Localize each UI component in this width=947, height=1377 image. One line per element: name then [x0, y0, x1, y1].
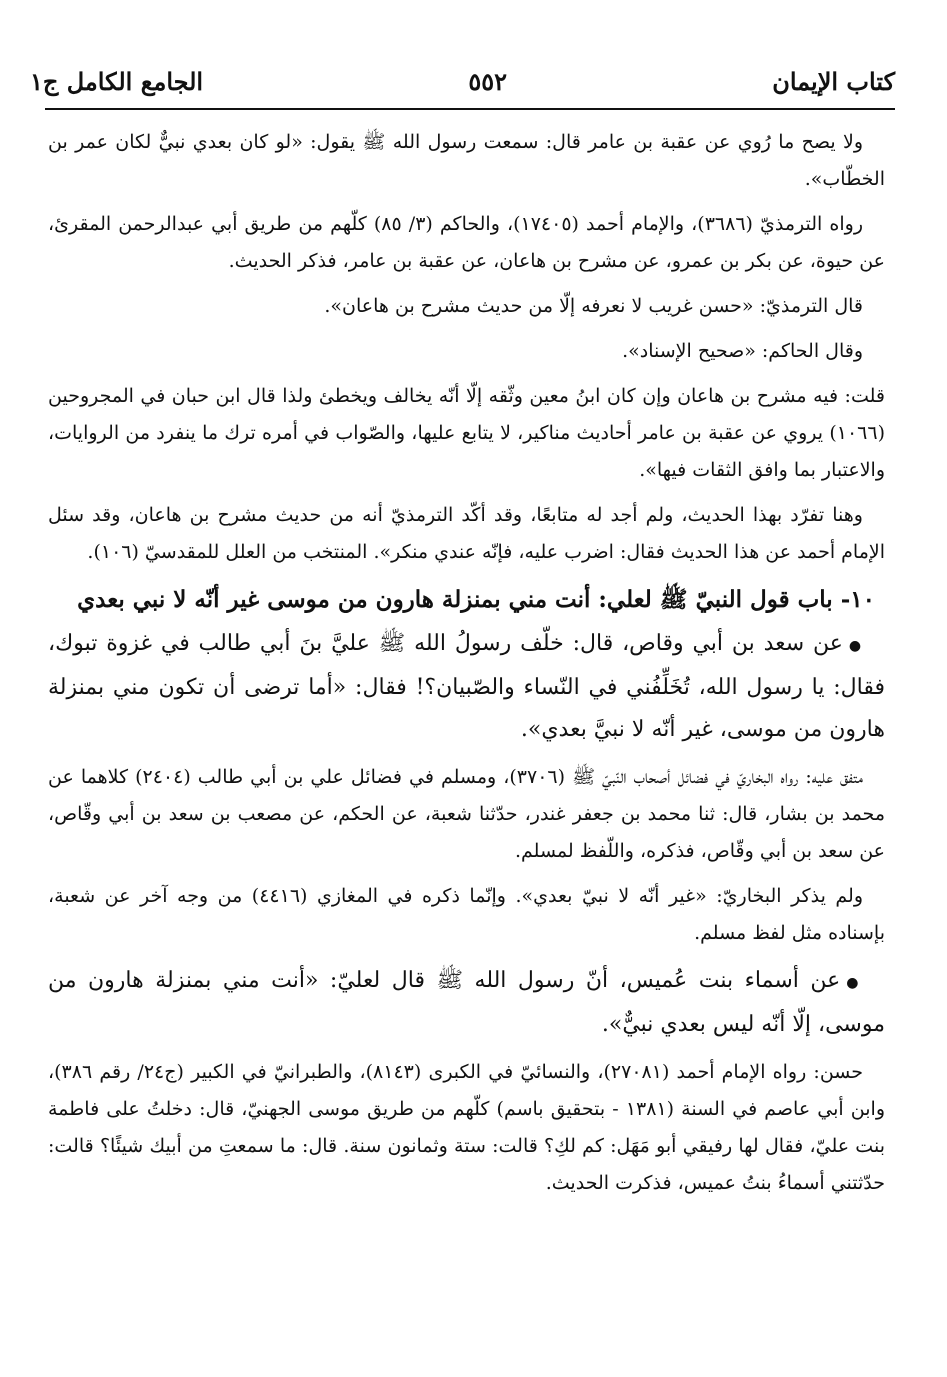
paragraph: حسن: رواه الإمام أحمد (٢٧٠٨١)، والنسائيّ في الكبرى (٨١٤٣)، والطبرانيّ في الكبير (ج٢٤/ رقم ٣٨٦)، وابن أبي عاصم في السنة (١٣٨١ - بتحقيق باسم) كلّهم من طريق موسى الجهنيّ، قال: دخلتُ على فاطمة بنت عليّ، فقال لها رفيقي أبو مَهَل: كم لكِ؟ قالت: ستة وثمانون سنة. قال: ما سمعتِ من أبيك شيئًا؟ قالت: حدّثتني أسماءُ بنتُ عميس، فذكرت الحديث. [48, 1061, 885, 1194]
paragraph: رواه الترمذيّ (٣٦٨٦)، والإمام أحمد (١٧٤٠٥)، والحاكم (٣/ ٨٥) كلّهم من طريق أبي عبدالرحمن المقرئ، عن حيوة، عن بكر بن عمرو، عن مشرح بن هاعان، عن عقبة بن عامر، فذكر الحديث. [48, 213, 885, 272]
page-number: ٥٥٢ [468, 67, 507, 96]
page-body [48, 124, 885, 1210]
hadith-body: عن سعد بن أبي وقاص، قال: خلّف رسولُ الله ﷺ عليَّ بنَ أبي طالب في غزوة تبوك، فقال: يا رسول الله، تُخَلِّفُني في النّساء والصّبيان؟! فقال: «أما ترضى أن تكون مني بمنزلة هارون من موسى، غير أنّه لا نبيَّ بعدي». [48, 631, 885, 742]
bullet-icon: ● [848, 638, 863, 654]
paragraph: ولا يصح ما رُوي عن عقبة بن عامر قال: سمعت رسول الله ﷺ يقول: «لو كان بعدي نبيٌّ لكان عمر بن الخطّاب». [48, 131, 885, 190]
hadith-body: عن أسماء بنت عُميس، أنّ رسول الله ﷺ قال لعليّ: «أنت مني بمنزلة هارون من موسى، إلّا أنّه ليس بعدي نبيٌّ». [48, 968, 885, 1037]
book-title-right: كتاب الإيمان [772, 67, 895, 96]
paragraph: قال الترمذيّ: «حسن غريب لا نعرفه إلّا من حديث مشرح بن هاعان». [324, 295, 863, 317]
bullet-icon: ● [846, 975, 864, 991]
paragraph: ولم يذكر البخاريّ: «غير أنّه لا نبيّ بعدي». وإنّما ذكره في المغازي (٤٤١٦) من وجه آخر عن شعبة، بإسناده مثل لفظ مسلم. [48, 885, 885, 944]
book-title-left: الجامع الكامل ج١ [30, 67, 204, 96]
paragraph: قلت: فيه مشرح بن هاعان وإن كان ابنُ معين وثّقه إلّا أنّه يخالف ويخطئ ولذا قال ابن حبان في المجروحين (١٠٦٦) يروي عن عقبة بن عامر أحاديث مناكير، لا يتابع عليها، والصّواب في أمره ترك ما ينفرد من الروايات، والاعتبار بما وافق الثقات فيها». [48, 385, 885, 481]
paragraph: وقال الحاكم: «صحيح الإسناد». [622, 340, 863, 362]
chapter-heading: ١٠- باب قول النبيّ ﷺ لعلي: أنت مني بمنزلة هارون من موسى غير أنّه لا نبي بعدي [77, 586, 875, 613]
hadith-text [48, 960, 885, 1046]
running-header [30, 56, 895, 96]
hadith-text [48, 623, 885, 751]
paragraph: وهنا تفرّد بهذا الحديث، ولم أجد له متابعًا، وقد أكّد الترمذيّ أنه من حديث مشرح بن هاعان، وقد سئل الإمام أحمد عن هذا الحديث فقال: اضرب عليه، فإنّه عندي منكر». المنتخب من العلل للمقدسيّ (١٠٦). [48, 504, 885, 563]
header-rule [45, 108, 895, 110]
paragraph: متفق عليه: رواه البخاريّ في فضائل أصحاب النّبيّ ﷺ (٣٧٠٦)، ومسلم في فضائل علي بن أبي طالب (٢٤٠٤) كلاهما عن محمد بن بشار، قال: ثنا محمد بن جعفر غندر، حدّثنا شعبة، عن الحكم، عن مصعب بن سعد بن أبي وقّاص، عن سعد بن أبي وقّاص، فذكره، واللّفظ لمسلم. [48, 766, 885, 862]
